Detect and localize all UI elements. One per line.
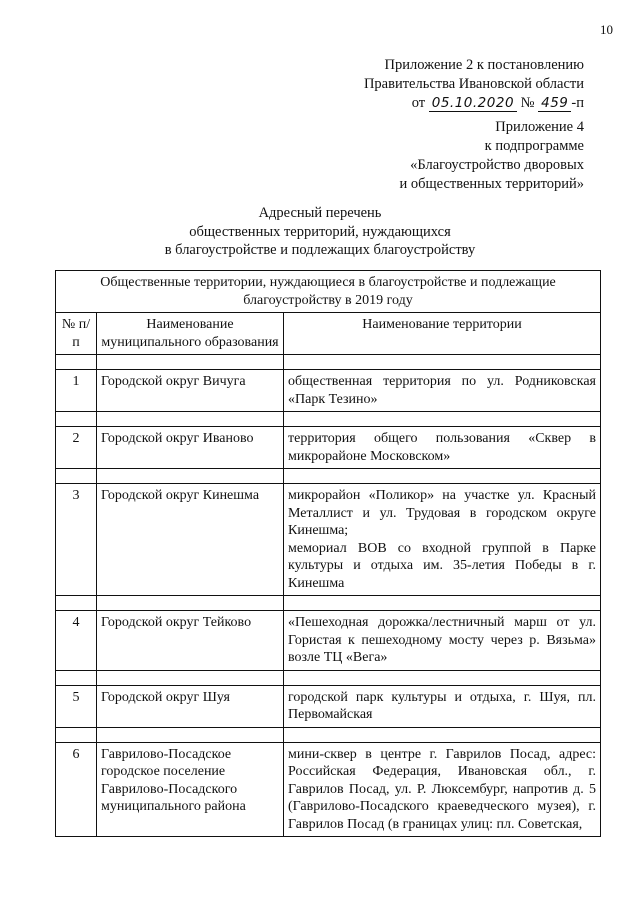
row-territory [284,685,601,727]
row-municipality: Городской округ Шуя [97,685,284,727]
row-num: 1 [56,370,97,412]
appendix-2-line1: Приложение 2 к постановлению [384,57,584,73]
row-municipality: Гаврилово-Посадское городское поселение Гаврилово-Посадского муниципального района [97,742,284,837]
territory-item: городской парк культуры и отдыха, г. Шуя, пл. Первомайская [288,689,596,722]
header-num: № п/п [56,313,97,355]
table-spacer-row [56,412,601,427]
table-spacer-row [56,670,601,685]
appendix-2-date-line [364,94,584,113]
territory-item: мемориал ВОВ со входной группой в Парке культуры и отдыха им. 35-летия Победы в г. Кинешма [288,540,596,591]
appendix-4-line2: к подпрограмме [484,138,584,154]
row-municipality: Городской округ Тейково [97,611,284,671]
handwritten-number: 459 [538,96,571,112]
title-line3: в благоустройстве и подлежащих благоустройству [164,242,476,258]
row-territory [284,427,601,469]
appendix-4-line3: «Благоустройство дворовых [410,157,584,173]
table-spacer-row [56,596,601,611]
territories-table [55,270,601,837]
title-line2: общественных территорий, нуждающихся [189,223,451,240]
row-municipality: Городской округ Вичуга [97,370,284,412]
appendix-2-line2: Правительства Ивановской области [363,76,584,92]
row-num: 6 [56,742,97,837]
appendix-4-line4: и общественных территорий» [399,176,584,192]
table-row [56,484,601,596]
table-row [56,685,601,727]
table-section-header-row [56,271,601,313]
table-row [56,427,601,469]
territory-item: общественная территория по ул. Родниковская «Парк Тезино» [288,374,596,407]
table-column-header-row [56,313,601,355]
header-municipality: Наименование муниципального образования [97,313,284,355]
territory-item: мини-сквер в центре г. Гаврилов Посад, адрес: Российская Федерация, Ивановская обл., г. Гаврилов Посад, ул. Р. Люксембург, напротив д. 5 (Гаврилово-Посадского краеведческого музея), г. Гаврилов Посад (в границах улиц: пл. Советская, [288,746,596,832]
table-row [56,742,601,837]
table-section-header: Общественные территории, нуждающиеся в благоустройстве и подлежащие благоустройству в 2019 году [56,271,601,313]
row-territory [284,742,601,837]
row-municipality: Городской округ Кинешма [97,484,284,596]
row-num: 3 [56,484,97,596]
territory-item: «Пешеходная дорожка/лестничный марш от ул. Гористая к пешеходному мосту через р. Вязьма» возле ТЦ «Вега» [288,615,596,665]
territory-item: микрорайон «Поликор» на участке ул. Красный Металлист и ул. Трудовая в городском округе Кинешма; [288,488,596,538]
title-line1: Адресный перечень [258,205,382,221]
row-territory [284,611,601,671]
row-num: 2 [56,427,97,469]
number-label: № [520,95,535,111]
row-municipality: Городской округ Иваново [97,427,284,469]
table-spacer-row [56,727,601,742]
row-num: 5 [56,685,97,727]
table-spacer-row [56,355,601,370]
ot-label: от [411,95,426,111]
row-territory [284,484,601,596]
number-suffix: -п [571,95,584,111]
handwritten-date: 05.10.2020 [429,96,517,112]
appendix-4-block [399,118,584,194]
appendix-4-line1: Приложение 4 [495,119,584,135]
territory-item: территория общего пользования «Сквер в микрорайоне Московском» [288,431,596,464]
row-territory [284,370,601,412]
table-row [56,370,601,412]
row-num: 4 [56,611,97,671]
document-title [0,204,640,260]
table-spacer-row [56,469,601,484]
page-number: 10 [600,22,613,37]
table-row [56,611,601,671]
appendix-2-block [364,56,584,113]
header-territory: Наименование территории [284,313,601,355]
